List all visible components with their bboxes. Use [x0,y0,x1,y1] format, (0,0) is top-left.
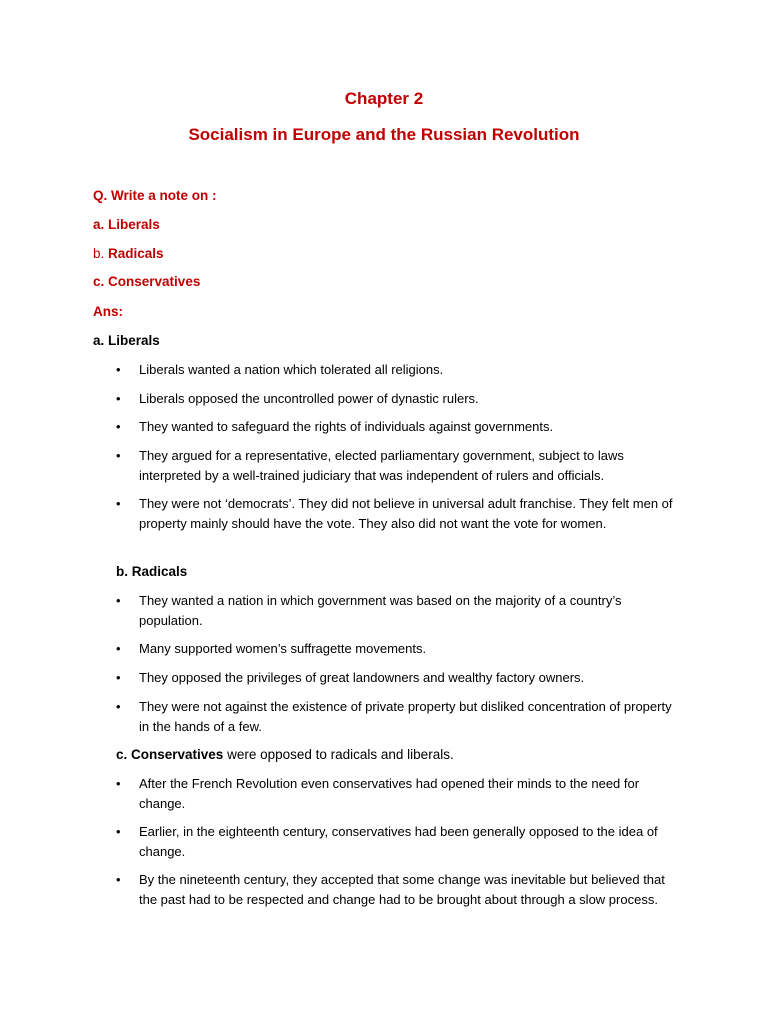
section-heading-conservatives [116,745,454,764]
bullet-icon: • [116,641,121,656]
bullet-icon: • [116,776,121,791]
question-item-radicals [93,244,164,263]
bullet-icon: • [116,872,121,887]
bullet-icon: • [116,391,121,406]
bullet-icon: • [116,670,121,685]
bullet-text: After the French Revolution even conservatives had opened their minds to the need for change. [139,776,640,811]
bullet-text: They were not ‘democrats’. They did not believe in universal adult franchise. They felt men of property mainly should have the vote. They also did not want the vote for women. [139,496,673,531]
bullet-text: They argued for a representative, elected parliamentary government, subject to laws interpreted by a well-trained judiciary that was independent of rulers and officials. [139,448,624,483]
bullet-icon: • [116,362,121,377]
bullet-icon: • [116,496,121,511]
section-heading-suffix: were opposed to radicals and liberals. [223,747,454,762]
bullet-text: By the nineteenth century, they accepted that some change was inevitable but believed that the past had to be respected and change had to be brought about through a slow process. [139,872,665,907]
bullet-icon: • [116,448,121,463]
question-item-prefix: c. [93,274,105,289]
answer-label: Ans: [93,304,123,319]
bullet-text: Earlier, in the eighteenth century, conservatives had been generally opposed to the idea of change. [139,824,658,859]
bullet-text: Liberals opposed the uncontrolled power of dynastic rulers. [139,391,479,406]
bullet-text: Liberals wanted a nation which tolerated all religions. [139,362,444,377]
bullet-icon: • [116,419,121,434]
chapter-number: Chapter 2 [344,89,424,108]
bullet-text: Many supported women’s suffragette movements. [139,641,427,656]
question-item-conservatives [93,272,200,291]
bullet-text: They wanted to safeguard the rights of individuals against governments. [139,419,554,434]
section-heading-liberals: a. Liberals [93,333,160,348]
question-item-prefix: b. [93,246,105,261]
question-text: Q. Write a note on : [93,188,217,203]
bullet-icon: • [116,699,121,714]
question-item-label: Liberals [108,217,160,232]
section-heading-radicals: b. Radicals [116,564,188,579]
question-item-liberals [93,215,160,234]
bullet-icon: • [116,593,121,608]
bullet-text: They opposed the privileges of great landowners and wealthy factory owners. [139,670,585,685]
bullet-text: They wanted a nation in which government was based on the majority of a country’s population. [139,593,622,628]
bullet-icon: • [116,824,121,839]
section-heading-label: c. Conservatives [116,747,224,762]
question-item-label: Radicals [108,246,164,261]
question-item-prefix: a. [93,217,105,232]
bullet-text: They were not against the existence of private property but disliked concentration of property in the hands of a few. [139,699,672,734]
chapter-title: Socialism in Europe and the Russian Revolution [188,125,580,144]
question-item-label: Conservatives [108,274,201,289]
